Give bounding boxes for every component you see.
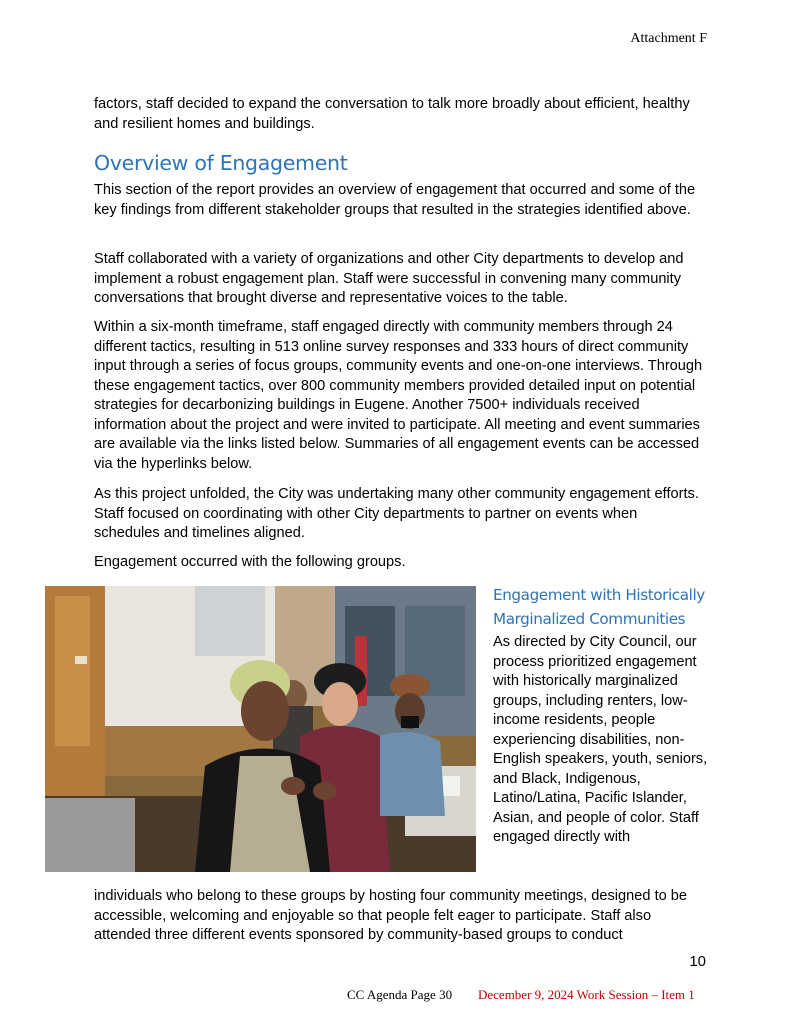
page-number: 10 [689, 953, 706, 970]
community-meeting-photo [45, 586, 476, 872]
engagement-paragraph-continued: individuals who belong to these groups by hosting four community meetings, designed to be accessible, welcoming and enjoyable so that people felt eager to participate. Staff also attended three different events sponsored by community-based groups to conduct [94, 888, 688, 943]
section-heading: Overview of Engagement [94, 151, 348, 175]
work-session-label: December 9, 2024 Work Session – Item 1 [478, 987, 695, 1002]
paragraph-groups-intro: Engagement occurred with the following groups. [94, 554, 406, 570]
paragraph-intro: factors, staff decided to expand the conversation to talk more broadly about efficient, healthy and resilient homes and buildings. [94, 96, 690, 132]
attachment-label: Attachment F [630, 31, 707, 46]
paragraph-engagement-stats: Within a six-month timeframe, staff engaged directly with community members through 24 different tactics, resulting in 513 online survey responses and 333 hours of direct community input through a series of focus groups, community events and one-on-one interviews. Through these engagement tactics, over 800 community members provided detailed input on potential strategies for decarbonizing buildings in Eugene. Another 7500+ individuals received information about the project and were invited to participate. All meeting and event summaries are available via the links listed below. Summaries of all engagement events can be accessed via the hyperlinks below. [94, 319, 703, 472]
engagement-paragraph: As directed by City Council, our process prioritized engagement with historically marginalized groups, including renters, low-income residents, people experiencing disabilities, non-English speakers, youth, seniors, and Black, Indigenous, Latino/Latina, Pacific Islander, Asian, and people of color. Staff engaged directly with [493, 634, 708, 845]
engagement-subheading: Engagement with Historically Marginalized Communities [493, 586, 705, 628]
paragraph-coordination: As this project unfolded, the City was undertaking many other community engagement efforts. Staff focused on coordinating with other City departments to partner on events when schedules and timelines aligned. [94, 486, 699, 541]
engagement-section [493, 583, 713, 848]
agenda-page-label: CC Agenda Page 30 [347, 987, 453, 1002]
paragraph-collaboration: Staff collaborated with a variety of organizations and other City departments to develop and implement a robust engagement plan. Staff were successful in convening many community conversations that brought diverse and representative voices to the table. [94, 251, 684, 306]
paragraph-overview: This section of the report provides an overview of engagement that occurred and some of the key findings from different stakeholder groups that resulted in the strategies identified above. [94, 182, 696, 218]
